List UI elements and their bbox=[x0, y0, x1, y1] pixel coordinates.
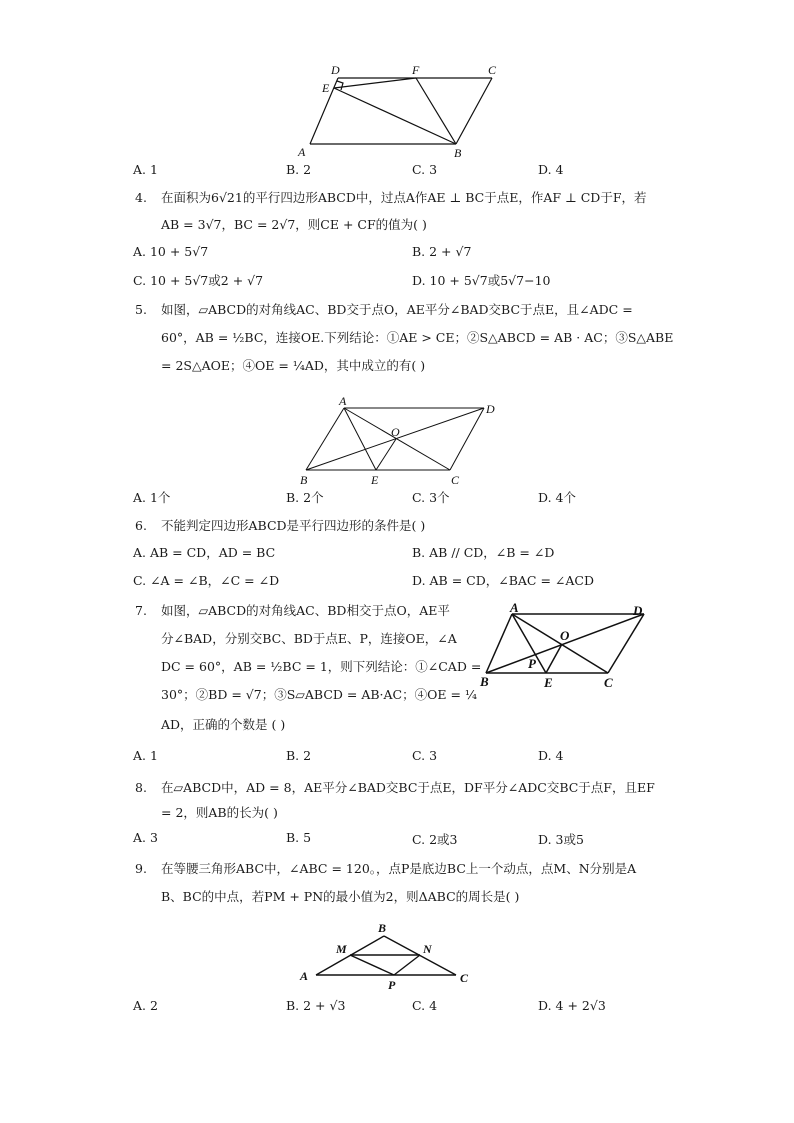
q3-label-b: B bbox=[454, 146, 462, 160]
q7-label-d: D bbox=[633, 603, 643, 618]
q7-label-a: A bbox=[510, 600, 519, 615]
q5-number: 5. bbox=[135, 302, 147, 317]
q3-label-a: A bbox=[298, 145, 306, 159]
q6-option-a[interactable]: A. AB = CD，AD = BC bbox=[133, 545, 276, 560]
q6-options-row-2 bbox=[133, 571, 693, 591]
q5-label-d: D bbox=[486, 402, 495, 416]
q5-label-o: O bbox=[391, 425, 400, 439]
q5-label-e: E bbox=[371, 473, 379, 487]
q4-line-1: 在面积为6√21的平行四边形ABCD中，过点A作AE ⊥ BC于点E，作AF ⊥ CD于F，若 bbox=[161, 190, 647, 205]
q7-line-1: 如图，▱ABCD的对角线AC、BD相交于点O，AE平 bbox=[161, 603, 450, 618]
q8-option-a[interactable]: A. 3 bbox=[133, 830, 158, 845]
q9-label-m: M bbox=[336, 942, 347, 956]
q3-option-b[interactable]: B. 2 bbox=[286, 162, 312, 177]
q4-option-a[interactable]: A. 10 + 5√7 bbox=[133, 244, 209, 259]
q4-line-2: AB = 3√7，BC = 2√7，则CE + CF的值为( ) bbox=[161, 217, 427, 232]
q3-label-c: C bbox=[488, 63, 497, 77]
q7-segment-dc bbox=[608, 614, 644, 673]
q4-options-row-2 bbox=[133, 271, 693, 291]
q5-segment-bd bbox=[306, 408, 484, 470]
q4-options-row-1 bbox=[133, 244, 693, 264]
q5-label-c: C bbox=[451, 473, 460, 487]
q8-options bbox=[133, 830, 693, 850]
q9-label-n: N bbox=[423, 942, 432, 956]
question-9 bbox=[135, 855, 675, 911]
q4-option-c[interactable]: C. 10 + 5√7或2 + √7 bbox=[133, 273, 264, 288]
q3-figure bbox=[296, 60, 506, 160]
q7-segment-bd bbox=[486, 614, 644, 673]
q4-option-d[interactable]: D. 10 + 5√7或5√7−10 bbox=[412, 273, 551, 288]
q3-label-d: D bbox=[331, 63, 340, 77]
q3-option-d[interactable]: D. 4 bbox=[538, 162, 564, 177]
q7-label-c: C bbox=[604, 675, 613, 690]
q7-option-d[interactable]: D. 4 bbox=[538, 748, 564, 763]
question-6 bbox=[135, 512, 675, 540]
q9-label-c: C bbox=[460, 971, 469, 985]
q5-options bbox=[133, 488, 693, 508]
q3-label-f: F bbox=[412, 63, 420, 77]
q9-label-a: A bbox=[300, 969, 309, 983]
q7-label-b: B bbox=[480, 674, 489, 689]
q5-figure bbox=[296, 396, 506, 490]
q3-label-e: E bbox=[322, 81, 330, 95]
q6-number: 6. bbox=[135, 518, 147, 533]
q6-option-d[interactable]: D. AB = CD，∠BAC = ∠ACD bbox=[412, 573, 595, 588]
q7-figure bbox=[478, 598, 658, 694]
q5-option-a[interactable]: A. 1个 bbox=[133, 490, 171, 505]
q5-line-1: 如图，▱ABCD的对角线AC、BD交于点O，AE平分∠BAD交BC于点E，且∠ADC = bbox=[161, 302, 633, 317]
q9-options bbox=[133, 998, 693, 1018]
q6-line-1: 不能判定四边形ABCD是平行四边形的条件是( ) bbox=[161, 518, 426, 533]
q5-segment-eo bbox=[376, 439, 396, 470]
q5-segment-ba bbox=[306, 408, 344, 470]
q3-segment-ef bbox=[334, 78, 416, 88]
q3-segment-cb bbox=[456, 78, 492, 144]
q7-line-5: AD，正确的个数是 ( ) bbox=[161, 717, 286, 732]
q9-label-p: P bbox=[388, 978, 396, 992]
q7-segment-ac bbox=[512, 614, 608, 673]
q3-right-angle-mark bbox=[337, 81, 343, 90]
q5-option-d[interactable]: D. 4个 bbox=[538, 490, 576, 505]
q3-option-a[interactable]: A. 1 bbox=[133, 162, 158, 177]
q7-label-o: O bbox=[560, 628, 570, 643]
q9-figure bbox=[296, 918, 486, 998]
q7-number: 7. bbox=[135, 603, 147, 618]
q3-segment-eb bbox=[334, 88, 456, 144]
q4-option-b[interactable]: B. 2 + √7 bbox=[412, 244, 472, 259]
q7-line-2: 分∠BAD，分别交BC、BD于点E、P，连接OE，∠A bbox=[161, 631, 457, 646]
q8-number: 8. bbox=[135, 780, 147, 795]
q9-segment-mp bbox=[350, 955, 394, 975]
q5-option-b[interactable]: B. 2个 bbox=[286, 490, 324, 505]
q7-option-c[interactable]: C. 3 bbox=[412, 748, 438, 763]
question-4 bbox=[135, 184, 675, 240]
q7-label-e: E bbox=[544, 675, 553, 690]
q9-label-b: B bbox=[378, 921, 387, 935]
q6-option-b[interactable]: B. AB // CD，∠B = ∠D bbox=[412, 545, 555, 560]
q8-line-1: 在▱ABCD中，AD = 8，AE平分∠BAD交BC于点E，DF平分∠ADC交BC于点F，且EF bbox=[161, 780, 655, 795]
q9-line-2: B、BC的中点，若PM + PN的最小值为2，则ΔABC的周长是( ) bbox=[161, 889, 520, 904]
q9-line-1: 在等腰三角形ABC中，∠ABC = 120。，点P是底边BC上一个动点，点M、N分别是A bbox=[161, 861, 637, 876]
q3-segment-fb bbox=[416, 78, 456, 144]
q6-option-c[interactable]: C. ∠A = ∠B，∠C = ∠D bbox=[133, 573, 280, 588]
q5-segment-dc bbox=[450, 408, 484, 470]
q7-line-4: 30°；②BD = √7；③S▱ABCD = AB·AC；④OE = ¼ bbox=[161, 687, 478, 702]
q5-label-b: B bbox=[300, 473, 308, 487]
question-5 bbox=[135, 296, 675, 380]
q8-option-d[interactable]: D. 3或5 bbox=[538, 832, 584, 847]
q7-option-b[interactable]: B. 2 bbox=[286, 748, 312, 763]
q9-option-b[interactable]: B. 2 + √3 bbox=[286, 998, 346, 1013]
q8-line-2: = 2，则AB的长为( ) bbox=[161, 805, 278, 820]
q5-label-a: A bbox=[339, 394, 347, 408]
q3-options bbox=[133, 162, 693, 182]
question-7 bbox=[135, 597, 482, 737]
q7-label-p: P bbox=[528, 656, 536, 671]
q3-option-c[interactable]: C. 3 bbox=[412, 162, 438, 177]
q5-line-3: = 2S△AOE；④OE = ¼AD，其中成立的有( ) bbox=[161, 358, 426, 373]
q9-number: 9. bbox=[135, 861, 147, 876]
q9-segment-np bbox=[394, 955, 420, 975]
q7-options bbox=[133, 748, 693, 768]
q6-options-row-1 bbox=[133, 543, 693, 563]
q7-option-a[interactable]: A. 1 bbox=[133, 748, 158, 763]
q8-option-c[interactable]: C. 2或3 bbox=[412, 832, 458, 847]
q7-line-3: DC = 60°，AB = ½BC = 1，则下列结论：①∠CAD = bbox=[161, 659, 482, 674]
q5-line-2: 60°，AB = ½BC，连接OE.下列结论：①AE > CE；②S△ABCD = AB · AC；③S△ABE bbox=[161, 330, 674, 345]
question-8 bbox=[135, 774, 675, 830]
q5-option-c[interactable]: C. 3个 bbox=[412, 490, 450, 505]
q9-option-c[interactable]: C. 4 bbox=[412, 998, 438, 1013]
q8-option-b[interactable]: B. 5 bbox=[286, 830, 312, 845]
q4-number: 4. bbox=[135, 190, 147, 205]
q9-option-d[interactable]: D. 4 + 2√3 bbox=[538, 998, 606, 1013]
q9-option-a[interactable]: A. 2 bbox=[133, 998, 158, 1013]
